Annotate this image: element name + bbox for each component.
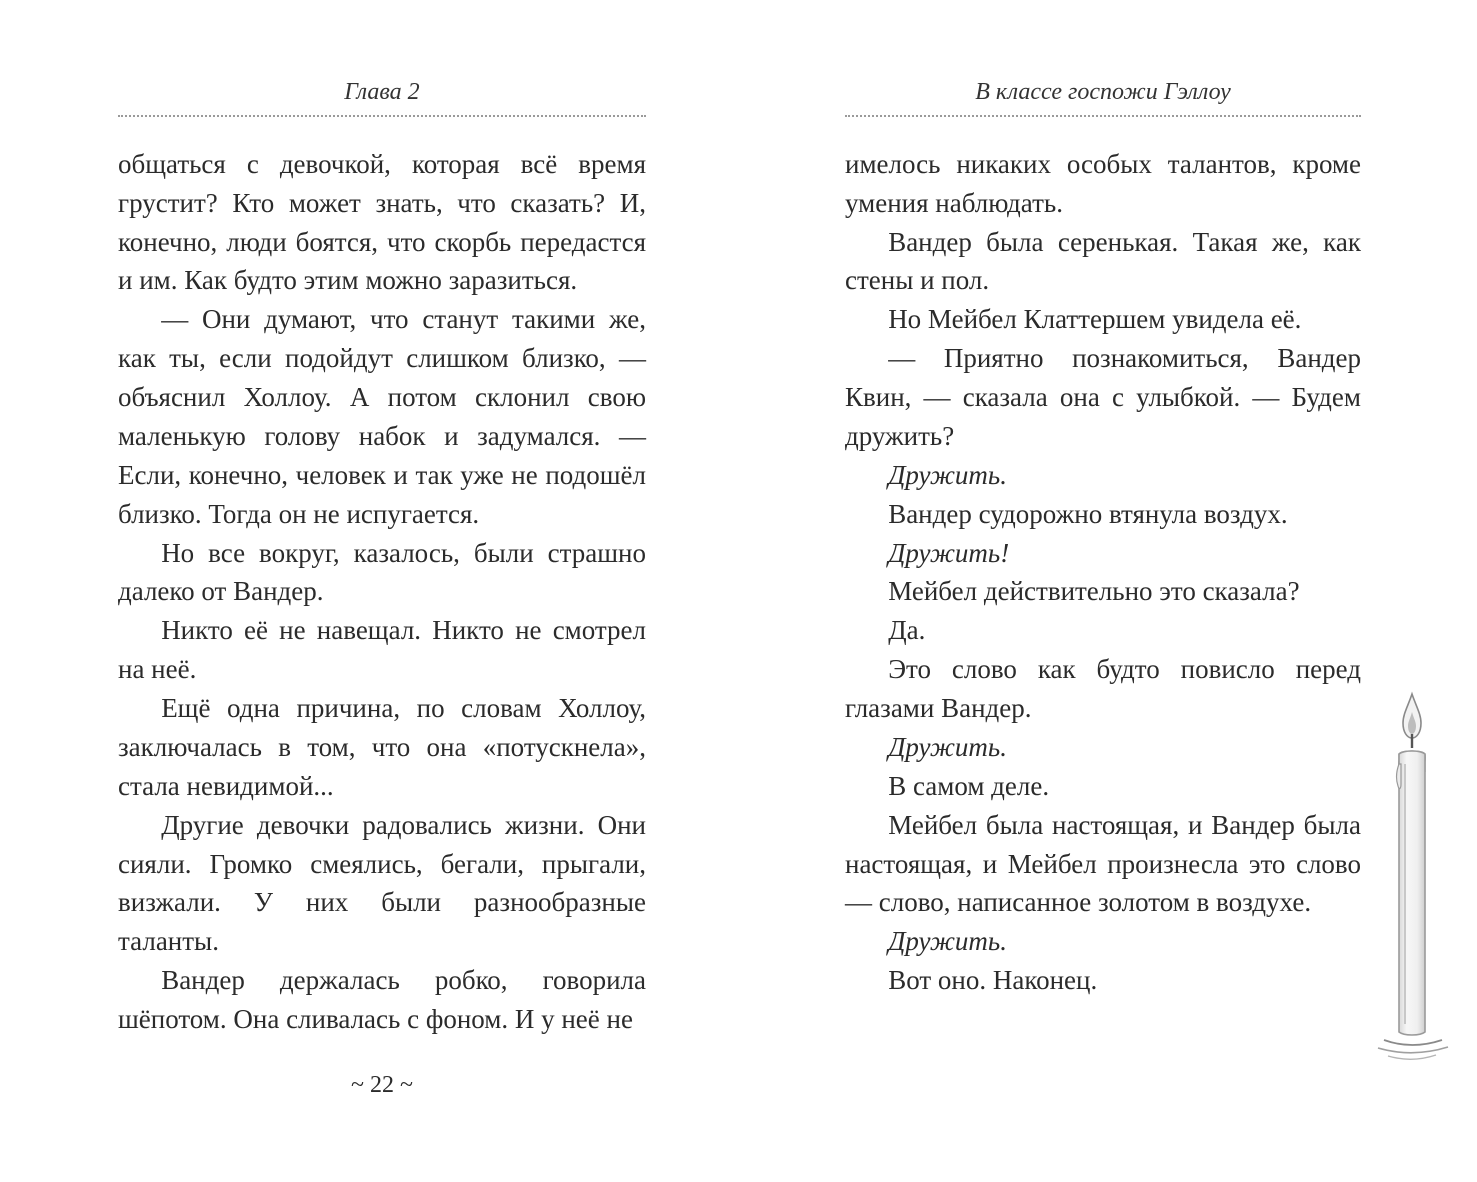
paragraph: Это слово как будто повисло перед глазами Вандер.: [845, 654, 1361, 724]
paragraph: Дружить.: [888, 459, 1007, 490]
header-divider: [845, 115, 1361, 117]
candle-icon: [1368, 688, 1458, 1088]
page-number: ~ 22 ~: [351, 1072, 413, 1098]
paragraph: Мейбел была настоящая, и Вандер была настоящая, и Мейбел произнесла это слово — слово, написанное золотом в воздухе.: [845, 809, 1361, 918]
left-page-text: [118, 145, 646, 1039]
paragraph: Вандер держалась робко, говорила шёпотом. Она сливалась с фоном. И у неё не: [118, 965, 646, 1035]
paragraph: Другие девочки радовались жизни. Они сияли. Громко смеялись, бегали, прыгали, визжали. У них были разнообразные таланты.: [118, 809, 646, 957]
left-page: [118, 78, 646, 1039]
paragraph: Дружить.: [888, 926, 1007, 957]
paragraph: — Они думают, что станут такими же, как ты, если подойдут слишком близко, — объяснил Холлоу. А потом склонил свою маленькую голову набок и задумался. — Если, конечно, человек и так уже не подошёл близко. Тогда он не испугается.: [118, 304, 646, 529]
paragraph: Вандер была серенькая. Такая же, как стены и пол.: [845, 226, 1361, 296]
header-divider: [118, 115, 646, 117]
paragraph: Да.: [888, 615, 926, 646]
chapter-header: Глава 2: [344, 79, 420, 105]
paragraph: Никто её не навещал. Никто не смотрел на неё.: [118, 615, 646, 685]
paragraph: — Приятно познакомиться, Вандер Квин, — сказала она с улыбкой. — Будем дружить?: [845, 343, 1361, 451]
paragraph: Мейбел действительно это сказала?: [888, 576, 1300, 607]
paragraph: Дружить.: [888, 731, 1007, 762]
chapter-header: В классе госпожи Гэллоу: [975, 79, 1231, 105]
paragraph: общаться с девочкой, которая всё время грустит? Кто может знать, что сказать? И, конечно, люди боятся, что скорбь передастся и им. Как будто этим можно заразиться.: [118, 148, 646, 296]
candle-illustration: [1368, 688, 1458, 1088]
right-page: [845, 78, 1361, 1000]
paragraph: Вандер судорожно втянула воздух.: [888, 498, 1288, 529]
paragraph: Дружить!: [888, 537, 1010, 568]
paragraph: Но все вокруг, казалось, были страшно далеко от Вандер.: [118, 537, 646, 607]
right-page-text: [845, 145, 1361, 1000]
paragraph: В самом деле.: [888, 770, 1050, 801]
paragraph: Но Мейбел Клаттершем увидела её.: [888, 304, 1302, 335]
paragraph: Вот оно. Наконец.: [888, 965, 1098, 996]
paragraph: Ещё одна причина, по словам Холлоу, заключалась в том, что она «потускнела», стала невидимой...: [118, 693, 646, 801]
paragraph: имелось никаких особых талантов, кроме умения наблюдать.: [845, 148, 1361, 218]
